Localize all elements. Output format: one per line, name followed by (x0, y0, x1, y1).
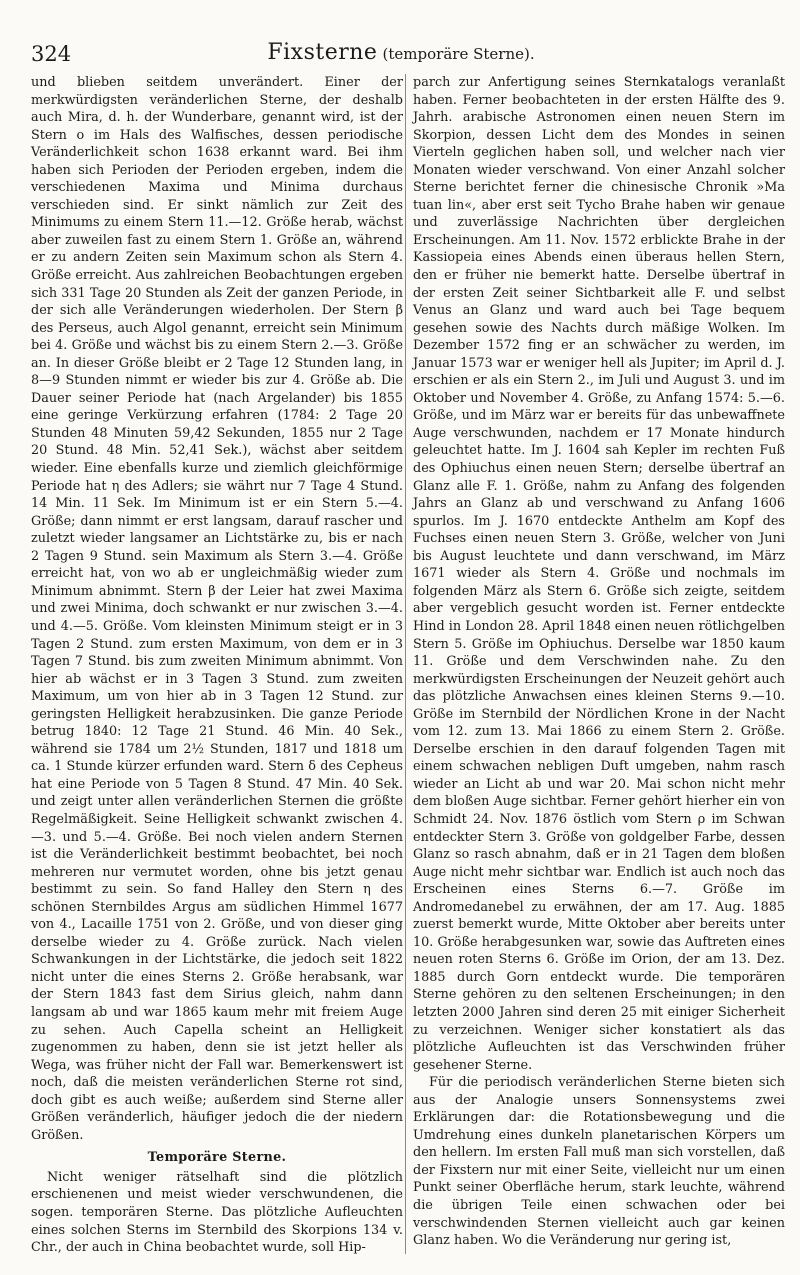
section-heading: Temporäre Sterne. (147, 1150, 287, 1166)
running-header (31, 38, 771, 68)
page-number: 324 (31, 42, 72, 66)
left-column (31, 74, 403, 1257)
right-column (413, 74, 785, 1250)
body-paragraph: Nicht weniger rätselhaft sind die plötzlich erschienenen und meist wieder verschwundenen, die sogen. temporären Sterne. Das plötzliche Aufleuchten eines solchen Sterns im Sternbild des Skorpions 134 v. Chr., der auch in China beobachtet wurde, soll Hip- (31, 1169, 403, 1256)
running-title (31, 40, 771, 65)
column-divider (405, 74, 406, 1254)
body-paragraph: und blieben seitdem unverändert. Einer der merkwürdigsten veränderlichen Sterne, der deshalb auch Mira, d. h. der Wunderbare, genannt wird, ist der Stern o im Hals des Walfisches, dessen periodische Veränderlichkeit schon 1638 erkannt ward. Bei ihm haben sich Perioden der Perioden ergeben, indem die verschiedenen Maxima und Minima durchaus verschieden sind. Er sinkt nämlich zur Zeit des Minimums zu einem Stern 11.—12. Größe herab, wächst aber zuweilen fast zu einem Stern 1. Größe an, während er zu andern Zeiten sein Maximum schon als Stern 4. Größe erreicht. Aus zahlreichen Beobachtungen ergeben sich 331 Tage 20 Stunden als Zeit der ganzen Periode, in der sich alle Veränderungen wiederholen. Der Stern β des Perseus, auch Algol genannt, erreicht sein Minimum bei 4. Größe und wächst bis zu einem Stern 2.—3. Größe an. In dieser Größe bleibt er 2 Tage 12 Stunden lang, in 8—9 Stunden nimmt er wieder bis zur 4. Größe ab. Die Dauer seiner Periode hat (nach Argelander) bis 1855 eine geringe Verkürzung erfahren (1784: 2 Tage 20 Stunden 48 Minuten 59,42 Sekunden, 1855 nur 2 Tage 20 Stund. 48 Min. 52,41 Sek.), wächst aber seitdem wieder. Eine ebenfalls kurze und ziemlich gleichförmige Periode hat η des Adlers; sie währt nur 7 Tage 4 Stund. 14 Min. 11 Sek. Im Minimum ist er ein Stern 5.—4. Größe; dann nimmt er erst langsam, darauf rascher und zuletzt wieder langsamer an Lichtstärke zu, bis er nach 2 Tagen 9 Stund. sein Maximum als Stern 3.—4. Größe erreicht hat, von wo ab er ungleichmäßig wieder zum Minimum abnimmt. Stern β der Leier hat zwei Maxima und zwei Minima, doch schwankt er nur zwischen 3.—4. und 4.—5. Größe. Vom kleinsten Minimum steigt er in 3 Tagen 2 Stund. zum ersten Maximum, von dem er in 3 Tagen 7 Stund. bis zum zweiten Minimum abnimmt. Von hier ab wächst er in 3 Tagen 3 Stund. zum zweiten Maximum, um von hier ab in 3 Tagen 12 Stund. zur geringsten Helligkeit herabzusinken. Die ganze Periode betrug 1840: 12 Tage 21 Stund. 46 Min. 40 Sek., während sie 1784 um 2½ Stunden, 1817 und 1818 um ca. 1 Stunde kürzer erfunden ward. Stern δ des Cepheus hat eine Periode von 5 Tagen 8 Stund. 47 Min. 40 Sek. und zeigt unter allen veränderlichen Sternen die größte Regelmäßigkeit. Seine Helligkeit schwankt zwischen 4.—3. und 5.—4. Größe. Bei noch vielen andern Sternen ist die Veränderlichkeit bestimmt beobachtet, bei noch mehreren nur vermutet worden, ohne bis jetzt genau bestimmt zu sein. So fand Halley den Stern η des schönen Sternbildes Argus am südlichen Himmel 1677 von 4., Lacaille 1751 von 2. Größe, und von dieser ging derselbe wieder zu 4. Größe zurück. Nach vielen Schwankungen in der Lichtstärke, die jedoch seit 1822 nicht unter die eines Sterns 2. Größe herabsank, war der Stern 1843 fast dem Sirius gleich, nahm dann langsam ab und war 1865 kaum mehr mit freiem Auge zu sehen. Auch Capella scheint an Helligkeit zugenommen zu haben, denn sie ist jetzt heller als Wega, was früher nicht der Fall war. Bemerkenswert ist noch, daß die meisten veränderlichen Sterne rot sind, doch gibt es auch weiße; außerdem sind Sterne aller Größen veränderlich, häufiger jedoch die der niedern Größen. (31, 75, 403, 1143)
body-paragraph: Für die periodisch veränderlichen Sterne bieten sich aus der Analogie unsers Sonnensystems zwei Erklärungen dar: die Rotationsbewegung und die Umdrehung eines dunkeln planetarischen Körpers um den hellern. Im ersten Fall muß man sich vorstellen, daß der Fixstern nur mit einer Seite, vielleicht nur um einen Punkt seiner Oberfläche herum, stark leuchte, während die übrigen Teile einen schwachen oder bei verschwindenden Sternen vielleicht auch gar keinen Glanz haben. Wo die Veränderung nur gering ist, (413, 1075, 785, 1249)
header-subtitle: (temporäre Sterne). (382, 45, 535, 63)
header-title: Fixsterne (267, 40, 378, 65)
body-paragraph: parch zur Anfertigung seines Sternkatalogs veranlaßt haben. Ferner beobachteten in der ersten Hälfte des 9. Jahrh. arabische Astronomen einen neuen Stern im Skorpion, dessen Licht dem des Mondes in seinen Vierteln geglichen haben soll, und welcher nach vier Monaten wieder verschwand. Von einer Anzahl solcher Sterne berichtet ferner die chinesische Chronik »Ma tuan lin«, aber erst seit Tycho Brahe haben wir genaue und zuverlässige Nachrichten über dergleichen Erscheinungen. Am 11. Nov. 1572 erblickte Brahe in der Kassiopeia eines Abends einen überaus hellen Stern, den er früher nie bemerkt hatte. Derselbe übertraf in der ersten Zeit seiner Sichtbarkeit alle F. und selbst Venus an Glanz und ward auch bei Tage bequem gesehen sowie des Nachts durch mäßige Wolken. Im Dezember 1572 fing er an schwächer zu werden, im Januar 1573 war er weniger hell als Jupiter; im April d. J. erschien er als ein Stern 2., im Juli und August 3. und im Oktober und November 4. Größe, zu Anfang 1574: 5.—6. Größe, und im März war er bereits für das unbewaffnete Auge verschwunden, nachdem er 17 Monate hindurch geleuchtet hatte. Im J. 1604 sah Kepler im rechten Fuß des Ophiuchus einen neuen Stern; derselbe übertraf an Glanz alle F. 1. Größe, nahm zu Anfang des folgenden Jahrs an Glanz ab und verschwand zu Anfang 1606 spurlos. Im J. 1670 entdeckte Anthelm am Kopf des Fuchses einen neuen Stern 3. Größe, welcher von Juni bis August leuchtete und dann verschwand, im März 1671 wieder als Stern 4. Größe und nochmals im folgenden März als Stern 6. Größe sich zeigte, seitdem aber vergeblich gesucht worden ist. Ferner entdeckte Hind in London 28. April 1848 einen neuen rötlichgelben Stern 5. Größe im Ophiuchus. Derselbe war 1850 kaum 11. Größe und dem Verschwinden nahe. Zu den merkwürdigsten Erscheinungen der Neuzeit gehört auch das plötzliche Anwachsen eines kleinen Sterns 9.—10. Größe im Sternbild der Nördlichen Krone in der Nacht vom 12. zum 13. Mai 1866 zu einem Stern 2. Größe. Derselbe erschien in den darauf folgenden Tagen mit einem schwachen nebligen Duft umgeben, nahm rasch wieder an Licht ab und war 20. Mai schon nicht mehr dem bloßen Auge sichtbar. Ferner gehört hierher ein von Schmidt 24. Nov. 1876 östlich vom Stern ρ im Schwan entdeckter Stern 3. Größe von goldgelber Farbe, dessen Glanz so rasch abnahm, daß er in 21 Tagen dem bloßen Auge nicht mehr sichtbar war. Endlich ist auch noch das Erscheinen eines Sterns 6.—7. Größe im Andromedanebel zu erwähnen, der am 17. Aug. 1885 zuerst bemerkt wurde, Mitte Oktober aber bereits unter 10. Größe herabgesunken war, sowie das Auftreten eines neuen roten Sterns 6. Größe im Orion, der am 13. Dez. 1885 durch Gorn entdeckt wurde. Die temporären Sterne gehören zu den seltenen Erscheinungen; in den letzten 2000 Jahren sind deren 25 mit einiger Sicherheit zu verzeichnen. Weniger sicher konstatiert als das plötzliche Aufleuchten ist das Verschwinden früher gesehener Sterne. (413, 75, 785, 1073)
